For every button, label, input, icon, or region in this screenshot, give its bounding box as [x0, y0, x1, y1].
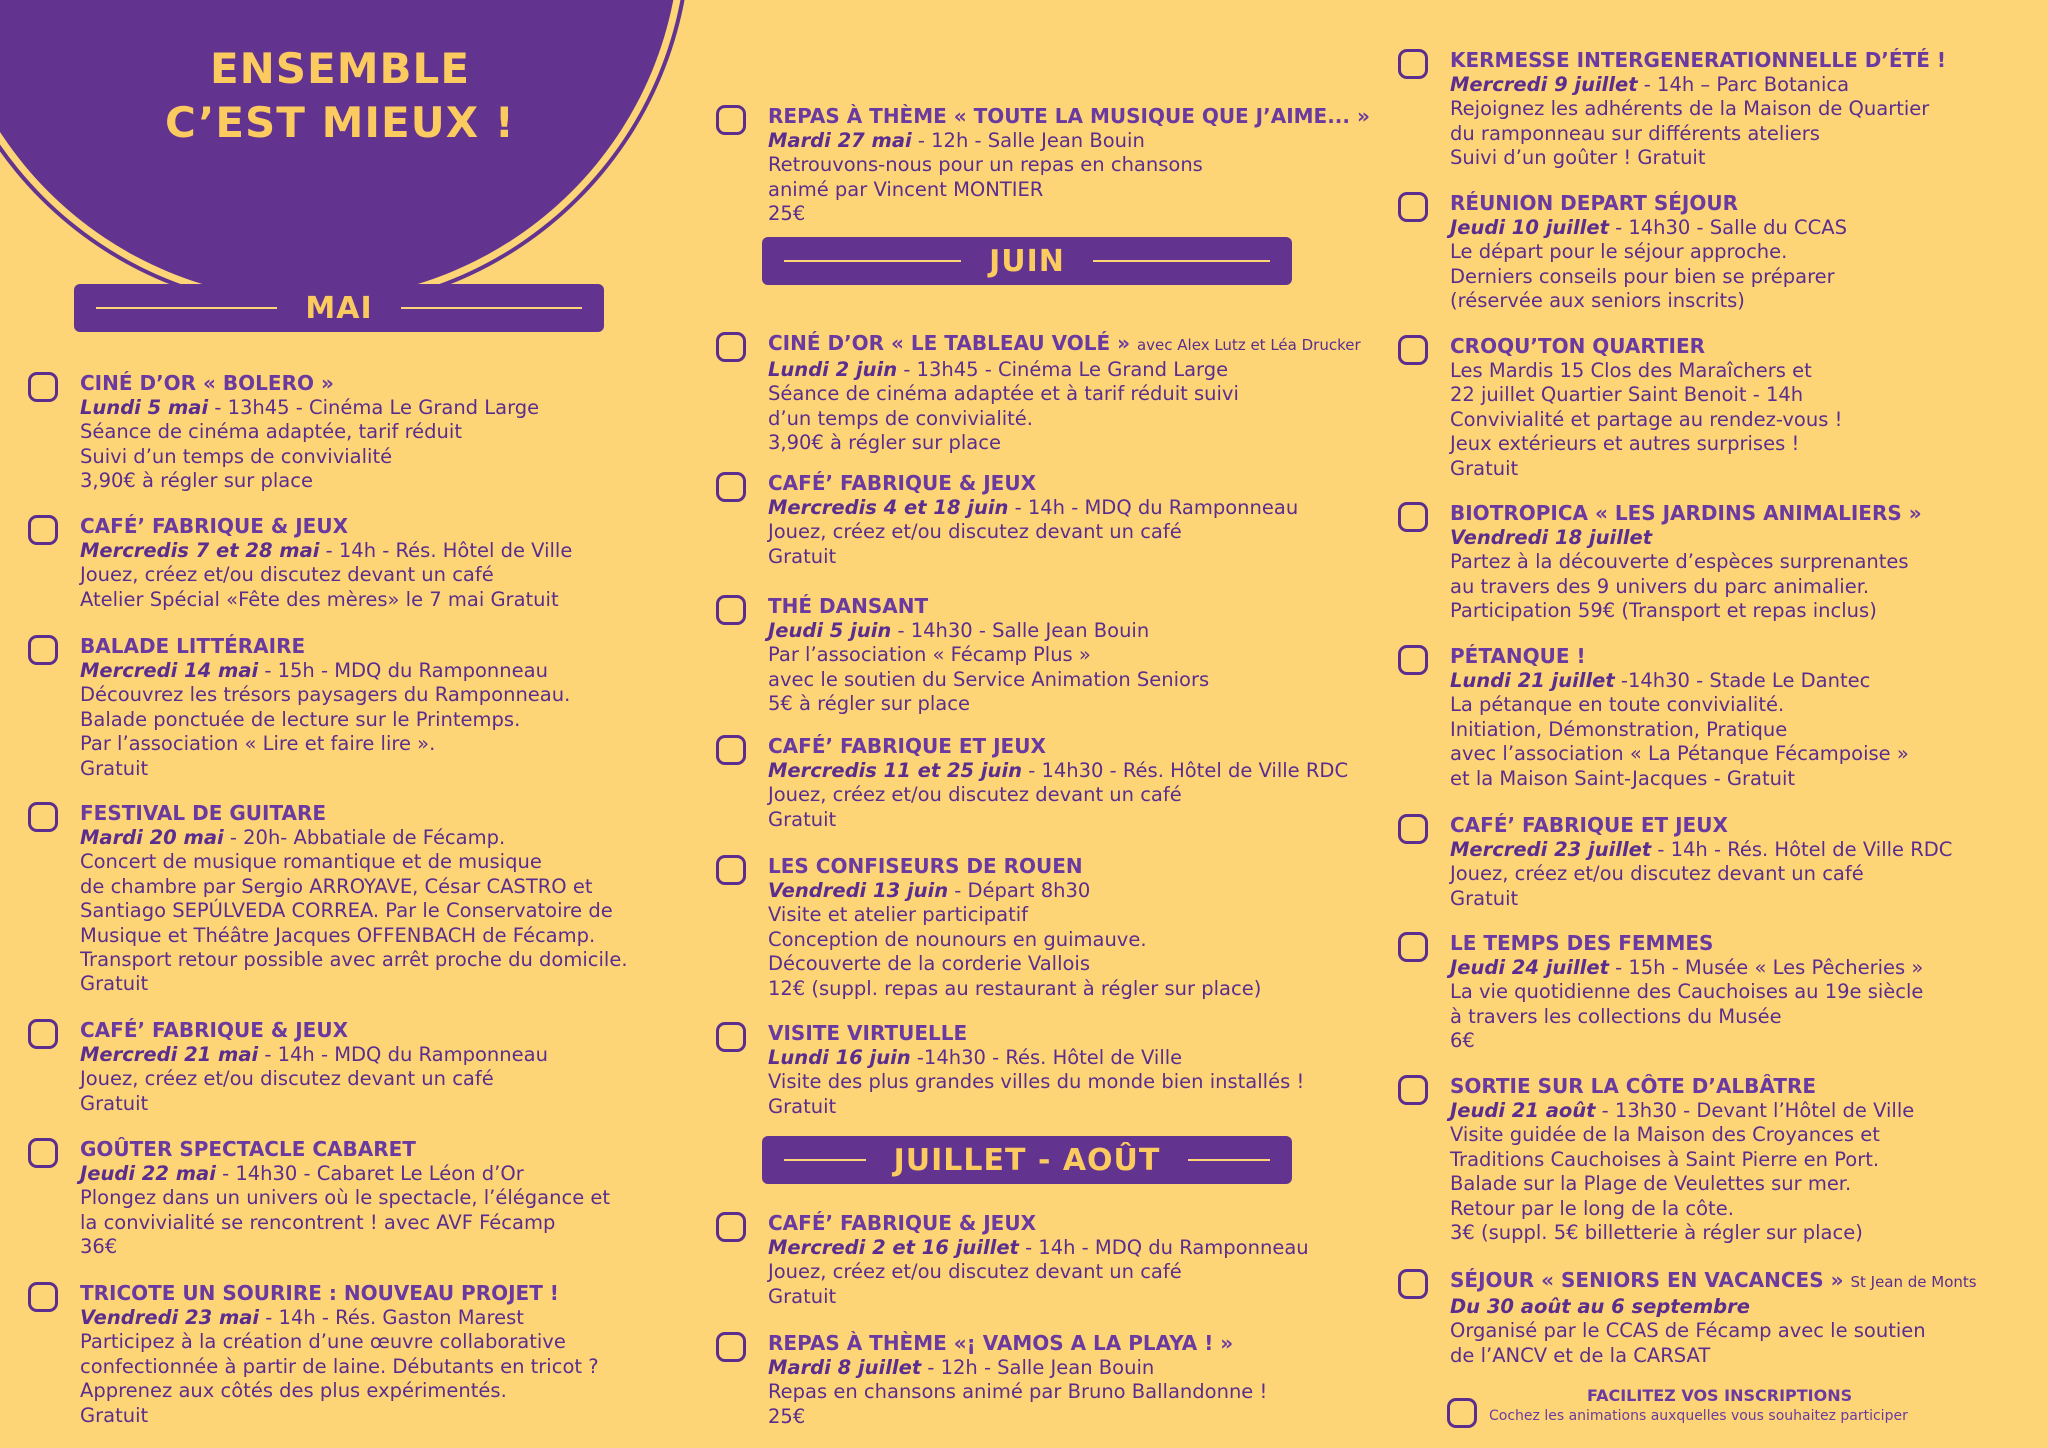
event-title [768, 1210, 1408, 1236]
event-title [80, 800, 720, 826]
event-title-text: SÉJOUR « SENIORS EN VACANCES » [1450, 1268, 1844, 1292]
event-checkbox[interactable] [716, 735, 746, 765]
month-label-juillet: JUILLET - AOÛT [893, 1142, 1161, 1178]
event-title-text: BIOTROPICA « LES JARDINS ANIMALIERS » [1450, 501, 1922, 525]
event-item [80, 800, 720, 997]
event-description: Repas en chansons animé par Bruno Ballandonne ! [768, 1380, 1268, 1404]
svg-text:ANIMATIONS & CULTURE [137, 165, 543, 243]
event-description: 22 juillet Quartier Saint Benoit - 14h [1450, 383, 1804, 407]
event-checkbox[interactable] [28, 635, 58, 665]
event-title [768, 330, 1408, 358]
event-checkbox[interactable] [28, 515, 58, 545]
event-item [768, 1330, 1408, 1429]
event-date: Mercredi 21 mai [80, 1043, 259, 1066]
event-when [80, 1306, 720, 1330]
event-description: La pétanque en toute convivialité. [1450, 693, 1785, 717]
event-description: Visite des plus grandes villes du monde bien installés ! [768, 1070, 1305, 1094]
event-item [1450, 190, 2048, 314]
event-description: Gratuit [1450, 886, 1519, 910]
event-title-text: CROQU’TON QUARTIER [1450, 334, 1706, 358]
event-description: Gratuit [80, 1403, 149, 1427]
event-description: Jouez, créez et/ou discutez devant un café [768, 1260, 1182, 1284]
event-date: Du 30 août au 6 septembre [1450, 1295, 1750, 1318]
event-description: Initiation, Démonstration, Pratique [1450, 717, 1788, 741]
event-description: Gratuit [80, 972, 149, 996]
event-item [1450, 500, 2048, 624]
event-when [1450, 73, 2048, 97]
event-description: à travers les collections du Musée [1450, 1004, 1782, 1028]
event-description: Suivi d’un goûter ! Gratuit [1450, 146, 1706, 170]
event-description: Organisé par le CCAS de Fécamp avec le soutien [1450, 1319, 1926, 1343]
event-place: - Départ 8h30 [948, 879, 1091, 902]
event-place: - 13h45 - Cinéma Le Grand Large [897, 358, 1229, 381]
event-description: Jouez, créez et/ou discutez devant un café [80, 1067, 494, 1091]
event-checkbox[interactable] [1398, 814, 1428, 844]
event-description: Gratuit [768, 1284, 837, 1308]
event-date: Lundi 5 mai [80, 396, 209, 419]
event-description: La vie quotidienne des Cauchoises au 19e siècle [1450, 980, 1924, 1004]
event-title-text: RÉUNION DEPART SÉJOUR [1450, 191, 1739, 215]
event-checkbox[interactable] [1398, 49, 1428, 79]
event-title-text: CAFÉ’ FABRIQUE & JEUX [768, 1211, 1037, 1235]
event-checkbox[interactable] [716, 1332, 746, 1362]
event-description: Derniers conseils pour bien se préparer [1450, 264, 1835, 288]
event-title [768, 1020, 1408, 1046]
event-when [768, 1046, 1408, 1070]
event-title [1450, 643, 2048, 669]
event-description: Découverte de la corderie Vallois [768, 952, 1091, 976]
event-date: Mercredi 9 juillet [1450, 73, 1638, 96]
event-place: - 13h30 - Devant l’Hôtel de Ville [1595, 1099, 1915, 1122]
event-date: Jeudi 10 juillet [1450, 216, 1609, 239]
event-checkbox[interactable] [28, 372, 58, 402]
event-date: Mardi 20 mai [80, 826, 224, 849]
event-when [1450, 1295, 2048, 1319]
event-title [768, 733, 1408, 759]
event-title [768, 593, 1408, 619]
event-title [768, 853, 1408, 879]
event-description: Partez à la découverte d’espèces surprenantes [1450, 550, 1909, 574]
event-description: Atelier Spécial «Fête des mères» le 7 mai Gratuit [80, 587, 559, 611]
event-place: - 14h - MDQ du Ramponneau [258, 1043, 548, 1066]
event-title-text: GOÛTER SPECTACLE CABARET [80, 1137, 416, 1161]
event-when [80, 1043, 720, 1067]
event-title [80, 370, 720, 396]
event-description: Plongez dans un univers où le spectacle, l’élégance et [80, 1186, 611, 1210]
event-item [1450, 643, 2048, 791]
event-description: Gratuit [768, 1094, 837, 1118]
event-checkbox[interactable] [716, 595, 746, 625]
event-description: Retrouvons-nous pour un repas en chansons [768, 153, 1203, 177]
event-item [768, 1020, 1408, 1119]
event-item [768, 330, 1408, 456]
event-when [1450, 216, 2048, 240]
event-description: Les Mardis 15 Clos des Maraîchers et [1450, 359, 1812, 382]
event-checkbox[interactable] [1398, 335, 1428, 365]
event-date: Mercredi 23 juillet [1450, 838, 1652, 861]
event-title [80, 1136, 720, 1162]
event-description: Séance de cinéma adaptée, tarif réduit [80, 420, 462, 444]
event-description: 25€ [768, 1404, 806, 1428]
event-title [80, 633, 720, 659]
event-item [80, 370, 720, 494]
event-title-text: CAFÉ’ FABRIQUE & JEUX [80, 1018, 349, 1042]
event-title [80, 1017, 720, 1043]
event-checkbox[interactable] [716, 855, 746, 885]
event-place: - 15h - Musée « Les Pêcheries » [1608, 956, 1924, 979]
event-item [80, 1136, 720, 1260]
event-when [768, 129, 1408, 153]
event-description: 6€ [1450, 1029, 1475, 1053]
event-title [1450, 1073, 2048, 1099]
event-item [768, 103, 1408, 227]
event-date: Mercredi 14 mai [80, 659, 259, 682]
event-when [768, 619, 1408, 643]
event-description: avec le soutien du Service Animation Seniors [768, 667, 1210, 691]
event-when [80, 396, 720, 420]
event-item [768, 593, 1408, 717]
event-checkbox[interactable] [1398, 645, 1428, 675]
event-description: 5€ à régler sur place [768, 692, 970, 716]
event-title [1450, 812, 2048, 838]
event-title-text: SORTIE SUR LA CÔTE D’ALBÂTRE [1450, 1074, 1817, 1098]
event-description: Visite guidée de la Maison des Croyances et [1450, 1123, 1880, 1147]
event-title-text: LES CONFISEURS DE ROUEN [768, 854, 1083, 878]
event-description: Gratuit [768, 807, 837, 831]
event-description: Jouez, créez et/ou discutez devant un café [1450, 862, 1864, 886]
event-checkbox[interactable] [716, 105, 746, 135]
event-description: avec l’association « La Pétanque Fécampoise » [1450, 742, 1909, 766]
event-description: Musique et Théâtre Jacques OFFENBACH de Fécamp. [80, 923, 596, 947]
event-item [1450, 333, 2048, 481]
event-title-text: TRICOTE UN SOURIRE : NOUVEAU PROJET ! [80, 1281, 559, 1305]
month-bar-juin [762, 237, 1292, 285]
event-description: 36€ [80, 1235, 118, 1259]
event-when [80, 539, 720, 563]
event-description: Jouez, créez et/ou discutez devant un café [768, 520, 1182, 544]
event-description: Apprenez aux côtés des plus expérimentés. [80, 1379, 507, 1403]
event-date: Vendredi 13 juin [768, 879, 949, 902]
event-date: Mercredi 2 et 16 juillet [768, 1236, 1019, 1259]
event-title [1450, 1267, 2048, 1295]
event-description: 25€ [768, 202, 806, 226]
event-description: et la Maison Saint-Jacques - Gratuit [1450, 766, 1796, 790]
event-place: - 14h – Parc Botanica [1637, 73, 1850, 96]
event-title-text: VISITE VIRTUELLE [768, 1021, 968, 1045]
event-place: - 14h - Rés. Hôtel de Ville RDC [1651, 838, 1953, 861]
event-description: Suivi d’un temps de convivialité [80, 444, 393, 468]
event-date: Vendredi 18 juillet [1450, 526, 1653, 549]
event-date: Jeudi 24 juillet [1450, 956, 1609, 979]
event-description: Participation 59€ (Transport et repas inclus) [1450, 599, 1877, 623]
event-description: 3,90€ à régler sur place [768, 431, 1001, 455]
event-item [80, 1017, 720, 1116]
event-checkbox[interactable] [28, 802, 58, 832]
event-item [1450, 1073, 2048, 1245]
event-checkbox[interactable] [716, 332, 746, 362]
event-title-text: CINÉ D’OR « LE TABLEAU VOLÉ » [768, 331, 1131, 355]
event-place: -14h30 - Stade Le Dantec [1614, 669, 1871, 692]
event-title-text: KERMESSE INTERGENERATIONNELLE D’ÉTÉ ! [1450, 48, 1946, 72]
event-description: 12€ (suppl. repas au restaurant à régler sur place) [768, 976, 1262, 1000]
event-item [1450, 1267, 2048, 1368]
event-title-text: CINÉ D’OR « BOLERO » [80, 371, 334, 395]
event-place: - 14h - MDQ du Ramponneau [1018, 1236, 1309, 1259]
event-description: Le départ pour le séjour approche. [1450, 240, 1788, 264]
event-checkbox[interactable] [1398, 1075, 1428, 1105]
event-item [80, 1280, 720, 1428]
event-date: Jeudi 21 août [1450, 1099, 1596, 1122]
event-checkbox[interactable] [28, 1138, 58, 1168]
event-date: Mercredis 7 et 28 mai [80, 539, 320, 562]
event-when [768, 759, 1408, 783]
event-description: Traditions Cauchoises à Saint Pierre en Port. [1450, 1147, 1880, 1171]
event-date: Jeudi 5 juin [768, 619, 892, 642]
footer-line1: FACILITEZ VOS INSCRIPTIONS [1587, 1386, 1853, 1405]
event-description: Par l’association « Fécamp Plus » [768, 643, 1091, 667]
event-title [768, 103, 1408, 129]
event-checkbox[interactable] [28, 1019, 58, 1049]
event-description: Gratuit [768, 544, 837, 568]
event-title-text: PÉTANQUE ! [1450, 644, 1586, 668]
event-item [1450, 812, 2048, 911]
event-place: -14h30 - Rés. Hôtel de Ville [910, 1046, 1183, 1069]
event-item [768, 470, 1408, 569]
subtitle-arc [110, 160, 570, 270]
event-item [768, 853, 1408, 1001]
event-description: Balade sur la Plage de Veulettes sur mer. [1450, 1172, 1852, 1196]
event-date: Vendredi 23 mai [80, 1306, 260, 1329]
event-checkbox[interactable] [716, 1212, 746, 1242]
event-description: Jouez, créez et/ou discutez devant un café [80, 563, 494, 587]
event-title-text: CAFÉ’ FABRIQUE ET JEUX [768, 734, 1046, 758]
event-when [1450, 526, 2048, 550]
event-item [768, 1210, 1408, 1309]
event-description: Convivialité et partage au rendez-vous ! [1450, 407, 1843, 431]
event-item [768, 733, 1408, 832]
event-date: Mardi 8 juillet [768, 1356, 922, 1379]
event-when [768, 1236, 1408, 1260]
event-when [1450, 669, 2048, 693]
event-item [80, 633, 720, 781]
event-title [80, 1280, 720, 1306]
event-item [1450, 930, 2048, 1054]
event-date: Jeudi 22 mai [80, 1162, 216, 1185]
event-checkbox[interactable] [716, 472, 746, 502]
event-item [1450, 47, 2048, 171]
event-description: Jeux extérieurs et autres surprises ! [1450, 432, 1800, 456]
event-title [80, 513, 720, 539]
event-place: - 14h30 - Rés. Hôtel de Ville RDC [1022, 759, 1349, 782]
event-checkbox[interactable] [1398, 192, 1428, 222]
event-title-note: avec Alex Lutz et Léa Drucker [1136, 336, 1361, 354]
footer-checkbox[interactable] [1447, 1398, 1477, 1428]
event-checkbox[interactable] [1398, 502, 1428, 532]
event-description: Participez à la création d’une œuvre collaborative [80, 1330, 566, 1354]
event-place: - 15h - MDQ du Ramponneau [258, 659, 548, 682]
event-place: - 14h - Rés. Gaston Marest [259, 1306, 524, 1329]
event-title-text: REPAS À THÈME « TOUTE LA MUSIQUE QUE J’AIME... » [768, 104, 1370, 128]
event-description: Jouez, créez et/ou discutez devant un café [768, 783, 1182, 807]
event-when [768, 1356, 1408, 1380]
event-item [80, 513, 720, 612]
event-when [1450, 1099, 2048, 1123]
event-when [80, 659, 720, 683]
footer-line2: Cochez les animations auxquelles vous souhaitez participer [1489, 1408, 1908, 1424]
event-description: Transport retour possible avec arrêt proche du domicile. [80, 948, 628, 972]
event-title-text: BALADE LITTÉRAIRE [80, 634, 306, 658]
event-date: Lundi 2 juin [768, 358, 898, 381]
subtitle-text: ANIMATIONS & CULTURE [137, 164, 543, 243]
event-description: animé par Vincent MONTIER [768, 177, 1044, 201]
event-description: 3,90€ à régler sur place [80, 469, 313, 493]
month-bar-mai [74, 284, 604, 332]
badge-title-line2: C’EST MIEUX ! [165, 98, 515, 147]
event-title-text: CAFÉ’ FABRIQUE & JEUX [768, 471, 1037, 495]
event-place: - 13h45 - Cinéma Le Grand Large [208, 396, 540, 419]
event-title [1450, 47, 2048, 73]
event-description: Par l’association « Lire et faire lire ». [80, 732, 436, 756]
event-place: - 14h - MDQ du Ramponneau [1008, 496, 1299, 519]
event-date: Lundi 16 juin [768, 1046, 911, 1069]
event-when [768, 496, 1408, 520]
event-title-text: CAFÉ’ FABRIQUE ET JEUX [1450, 813, 1728, 837]
event-description: Gratuit [80, 756, 149, 780]
event-place: - 20h- Abbatiale de Fécamp. [223, 826, 506, 849]
event-description: Découvrez les trésors paysagers du Ramponneau. [80, 683, 571, 707]
event-date: Mercredis 4 et 18 juin [768, 496, 1009, 519]
month-bar-juillet [762, 1136, 1292, 1184]
event-description: confectionnée à partir de laine. Débutants en tricot ? [80, 1354, 599, 1378]
event-place: - 14h30 - Cabaret Le Léon d’Or [215, 1162, 524, 1185]
event-title [768, 470, 1408, 496]
event-when [768, 358, 1408, 382]
event-place: - 14h - Rés. Hôtel de Ville [319, 539, 573, 562]
event-description: Retour par le long de la côte. [1450, 1196, 1734, 1220]
event-checkbox[interactable] [716, 1022, 746, 1052]
month-label-juin: JUIN [989, 243, 1065, 279]
event-description: Santiago SEPÚLVEDA CORREA. Par le Conservatoire de [80, 899, 613, 923]
badge-title-line1: ENSEMBLE [209, 44, 471, 93]
event-place: - 14h30 - Salle du CCAS [1608, 216, 1847, 239]
event-date: Mardi 27 mai [768, 129, 912, 152]
event-title [768, 1330, 1408, 1356]
event-title-text: THÉ DANSANT [768, 594, 929, 618]
event-when [768, 879, 1408, 903]
event-title-text: LE TEMPS DES FEMMES [1450, 931, 1714, 955]
event-title [1450, 190, 2048, 216]
event-title [1450, 333, 2048, 359]
event-when [1450, 956, 2048, 980]
event-title-text: REPAS À THÈME «¡ VAMOS A LA PLAYA ! » [768, 1331, 1234, 1355]
event-when [1450, 838, 2048, 862]
event-checkbox[interactable] [1398, 932, 1428, 962]
event-description: (réservée aux seniors inscrits) [1450, 289, 1745, 313]
event-title-note: St Jean de Monts [1850, 1273, 1977, 1291]
event-place: - 14h30 - Salle Jean Bouin [891, 619, 1150, 642]
event-description: de l’ANCV et de la CARSAT [1450, 1343, 1711, 1367]
event-checkbox[interactable] [28, 1282, 58, 1312]
event-when [80, 826, 720, 850]
event-description: Concert de musique romantique et de musique [80, 850, 542, 874]
event-description: la convivialité se rencontrent ! avec AVF Fécamp [80, 1210, 556, 1234]
event-date: Mercredis 11 et 25 juin [768, 759, 1023, 782]
event-description: Gratuit [1450, 456, 1519, 480]
event-description: Visite et atelier participatif [768, 903, 1029, 927]
month-label-mai: MAI [305, 290, 373, 326]
event-checkbox[interactable] [1398, 1269, 1428, 1299]
event-description: Gratuit [80, 1091, 149, 1115]
event-description: de chambre par Sergio ARROYAVE, César CASTRO et [80, 874, 593, 898]
event-title [1450, 930, 2048, 956]
event-description: Rejoignez les adhérents de la Maison de Quartier [1450, 97, 1930, 121]
event-description: Balade ponctuée de lecture sur le Printemps. [80, 707, 521, 731]
event-description: Séance de cinéma adaptée et à tarif réduit suivi [768, 382, 1239, 406]
event-title [1450, 500, 2048, 526]
event-when [80, 1162, 720, 1186]
event-description: au travers des 9 univers du parc animalier. [1450, 574, 1870, 598]
event-description: du ramponneau sur différents ateliers [1450, 121, 1820, 145]
event-place: - 12h - Salle Jean Bouin [911, 129, 1145, 152]
event-title-text: FESTIVAL DE GUITARE [80, 801, 327, 825]
event-description: d’un temps de convivialité. [768, 406, 1033, 430]
event-title-text: CAFÉ’ FABRIQUE & JEUX [80, 514, 349, 538]
event-date: Lundi 21 juillet [1450, 669, 1615, 692]
event-description: 3€ (suppl. 5€ billetterie à régler sur place) [1450, 1221, 1863, 1245]
event-place: - 12h - Salle Jean Bouin [921, 1356, 1155, 1379]
event-description: Conception de nounours en guimauve. [768, 927, 1147, 951]
